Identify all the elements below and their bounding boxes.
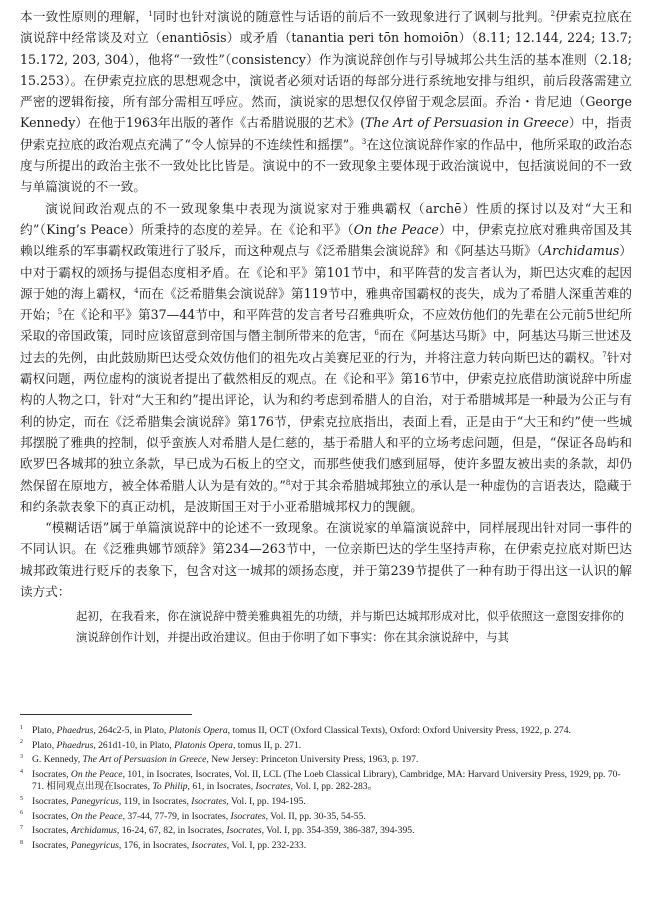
text-run: , 261d1-10, in Plato, xyxy=(93,739,175,751)
italic-title: Phaedrus xyxy=(56,739,94,751)
footnote-ref: 7 xyxy=(602,350,607,359)
text-run: , 16-24, 67, 82, in Isocrates, xyxy=(116,825,227,837)
text-run: 同时也针对演说的随意性与话语的前后不一致现象进行了讽刺与批判。 xyxy=(152,9,551,24)
text-run: , tomus II, OCT (Oxford Classical Texts), Oxford: Oxford University Press, 1922, p. 274. xyxy=(227,725,571,736)
italic-title: On the Peace xyxy=(70,810,123,822)
paragraph xyxy=(20,198,632,517)
footnote: $^4$ Isocrates, On the Peace, 101, in Isocrates, Isocrates, Vol. II, LCL (The Loeb Classical Library), Cambridge, MA: Harvard University Press, 1929, pp. 70-71. 相同观点出现在Isocrates, To Philip, 61, in Isocrates, Isocrates, Vol. I, pp. 282-283。 xyxy=(20,768,621,793)
italic-title: Panegyricus xyxy=(70,795,119,807)
italic-title: Isocrates xyxy=(191,795,227,807)
italic-title: On the Peace xyxy=(353,221,439,237)
footnote-list xyxy=(20,725,632,852)
text-run: ）中，指责伊索克拉底的政治观点充满了“令人惊异的不连续性和摇摆”。 xyxy=(20,115,633,152)
text-run: 而在《泛希腊集会演说辞》第119节中，雅典帝国霸权的丧失，成为了希腊人深重苦难的开始； xyxy=(20,285,633,323)
footnote: $^6$ Isocrates, On the Peace, 37-44, 77-79, in Isocrates, Isocrates, Vol. II, pp. 30-35, 54-55. xyxy=(20,810,366,822)
text-run: , Vol. I, pp. 354-359, 386-387, 394-395. xyxy=(261,825,415,837)
italic-title: To Philip xyxy=(152,781,188,793)
italic-title: Platonis Opera xyxy=(168,725,228,736)
italic-title: The Art of Persuasion in Greece xyxy=(82,754,207,766)
footnotes-section xyxy=(20,714,632,854)
text-run: , New Jersey: Princeton University Press, 1963, p. 197. xyxy=(206,754,419,766)
text-run: 伊索克拉底在演说辞中经常谈及对立（enantiōsis）或矛盾（tanantia peri tōn homoiōn）（8.11; 12.144, 224; 13.7; 15.172, 203, 304），他将“一致性”（consistency）作为演说辞创作与引导城邦公共生活的基本准则（2.18; 15.253）。在伊索克拉底的思想观念中，演说者必须对话语的每部分进行系统地安排与组织，前后段落需建立严密的逻辑衔接，所有部分需相互呼应。然而，演说家的思想仅仅停留于观念层面。乔治・肯尼迪（George Kennedy）在他于1963年出版的著作《古希腊说服的艺术》( xyxy=(20,9,633,131)
text-run: 演说间政治观点的不一致现象集中表现为演说家对于雅典霸权（archē）性质的探讨以及对“大王和约”（King’s Peace）所秉持的态度的差异。在《论和平》（ xyxy=(20,200,632,237)
italic-title: Isocrates xyxy=(226,825,262,837)
italic-title: Isocrates xyxy=(191,839,227,851)
italic-title: Archidamus xyxy=(543,243,620,259)
text-run: “模糊话语”属于单篇演说辞中的论述不一致现象。在演说家的单篇演说辞中，同样展现出针对同一事件的不同认识。在《泛雅典娜节颂辞》第234—263节中，一位亲斯巴达的学生坚持声称，在伊索克拉底对斯巴达城邦政策进行贬斥的表象下，包含对这一城邦的颂扬态度，并于第239节提供了一种有助于得出这一认识的解读方式： xyxy=(20,520,632,600)
italic-title: Archidamus xyxy=(70,825,117,837)
footnote-ref: 8 xyxy=(285,478,291,487)
quote-text: 起初，在我看来，你在演说辞中赞美雅典祖先的功绩，并与斯巴达城邦形成对比，似乎依照这一意图安排你的演说辞创作计划，并提出政治建议。但由于你明了如下事实：你在其余演说辞中，与其 xyxy=(76,609,624,645)
italic-title: Platonis Opera xyxy=(174,739,233,751)
text-run: Isocrates, xyxy=(32,795,71,807)
footnote: $^2$ Plato, Phaedrus, 261d1-10, in Plato, Platonis Opera, tomus II, p. 271. xyxy=(20,739,302,751)
text-run: , 61, in Isocrates, xyxy=(187,781,256,793)
footnote: $^3$ G. Kennedy, The Art of Persuasion in Greece, New Jersey: Princeton University Press, 1963, p. 197. xyxy=(20,754,419,766)
text-run: 在《论和平》第37—44节中，和平阵营的发言者号召雅典听众，不应效仿他们的先辈在公元前5世纪所采取的帝国政策，同时应该留意到帝国与僭主制所带来的危害， xyxy=(20,307,632,344)
footnote: $^8$ Isocrates, Panegyricus, 176, in Isocrates, Isocrates, Vol. I, pp. 232-233. xyxy=(20,839,307,851)
footnote-divider xyxy=(20,714,192,715)
block-quote xyxy=(20,606,632,648)
footnote-ref: 2 xyxy=(550,9,556,18)
footnote: $^7$ Isocrates, Archidamus, 16-24, 67, 82, in Isocrates, Isocrates, Vol. I, pp. 354-359, 386-387, 394-395. xyxy=(20,824,415,837)
italic-title: Isocrates xyxy=(230,810,266,822)
text-run: , tomus II, p. 271. xyxy=(232,739,302,751)
text-run: Plato, xyxy=(32,739,57,751)
text-run: , 37-44, 77-79, in Isocrates, xyxy=(122,810,231,822)
text-run: 本一致性原则的理解， xyxy=(20,9,149,24)
italic-title: Isocrates xyxy=(255,781,291,793)
text-run: , Vol. I, pp. 232-233. xyxy=(226,839,307,851)
paragraph xyxy=(20,517,632,602)
footnote: $^5$ Isocrates, Panegyricus, 119, in Isocrates, Isocrates, Vol. I, pp. 194-195. xyxy=(20,795,306,807)
footnote-ref: 1 xyxy=(148,9,153,18)
text-run: 对于其余希腊城邦独立的承认是一种虚伪的言语表达，隐藏于和约条款表象下的真正动机，是波斯国王对于小亚希腊城邦权力的觊觎。 xyxy=(20,477,633,514)
text-run: Plato, xyxy=(32,725,57,736)
footnote-ref: 6 xyxy=(374,329,379,338)
italic-title: Panegyricus xyxy=(70,839,119,851)
italic-title: On the Peace xyxy=(70,768,123,780)
text-run: , 176, in Isocrates, xyxy=(118,839,192,851)
text-run: , 264c2-5, in Plato, xyxy=(93,725,169,736)
text-run: Isocrates, xyxy=(32,810,71,822)
text-run: ）中对于霸权的颂扬与提倡态度相矛盾。在《论和平》第101节中，和平阵营的发言者认为，斯巴达灾难的起因源于她的海上霸权， xyxy=(20,243,633,301)
text-run: , 101, in Isocrates, Isocrates, Vol. II, LCL (The Loeb Classical Library), Cambridge, MA: Harvard University Press, 1929, pp. 70-71. 相同观点出现在Isocrates, xyxy=(32,768,621,793)
text-run: , Vol. I, pp. 194-195. xyxy=(226,795,306,807)
text-run: ）中，伊索克拉底对雅典帝国及其赖以维系的军事霸权政策进行了驳斥，而这种观点与《泛希腊集会演说辞》和《阿基达马斯》（ xyxy=(20,221,632,259)
text-run: 针对霸权问题，两位虚构的演说者提出了截然相反的观点。在《论和平》第16节中，伊索克拉底借助演说辞中所虚构的人物之口，针对“大王和约”提出评论，认为和约考虑到希腊人的自治，对于希腊城邦是一种最为公正与有利的协定，而在《泛希腊集会演说辞》第176节，伊索克拉底指出，表面上看，正是由于“大王和约”使一些城邦摆脱了雅典的控制，似乎蛮族人对希腊人是仁慈的，基于希腊人和平的立场考虑问题，但是，“保证各岛屿和欧罗巴各城邦的独立条款，早已成为石板上的空文，而那些使我们感到屈辱，使许多盟友被出卖的条款，却仍然保留在原地方，被全体希腊人认为是有效的。” xyxy=(20,349,633,493)
footnote-ref: 3 xyxy=(361,137,367,146)
italic-title: Phaedrus xyxy=(56,725,94,736)
footnote: $^1$ Plato, Phaedrus, 264c2-5, in Plato, Platonis Opera, tomus II, OCT (Oxford Classical Texts), Oxford: Oxford University Press, 1922, p. 274. xyxy=(20,724,571,736)
text-run: , Vol. II, pp. 30-35, 54-55. xyxy=(265,810,366,822)
text-run: G. Kennedy, xyxy=(32,754,83,766)
text-run: 而在《阿基达马斯》中，阿基达马斯三世述及过去的先例，由此鼓励斯巴达受众效仿他们的祖先攻占美赛尼亚的行为，并将注意力转向斯巴达的霸权。 xyxy=(20,328,633,365)
footnote-ref: 4 xyxy=(134,286,139,295)
text-run: Isocrates, xyxy=(32,768,71,780)
text-run: , Vol. I, pp. 282-283。 xyxy=(290,781,378,793)
italic-title: The Art of Persuasion in Greece xyxy=(365,115,569,131)
text-run: 在这位演说辞作家的作品中，他所采取的政治态度与所提出的政治主张不一致处比比皆是。演说中的不一致现象主要体现于政治演说中，包括演说间的不一致与单篇演说的不一致。 xyxy=(20,136,633,195)
text-run: Isocrates, xyxy=(32,825,71,837)
text-run: , 119, in Isocrates, xyxy=(118,795,192,807)
footnote-ref: 5 xyxy=(57,307,63,316)
text-run: Isocrates, xyxy=(32,839,71,851)
body-text xyxy=(20,6,632,602)
paragraph xyxy=(20,6,632,198)
